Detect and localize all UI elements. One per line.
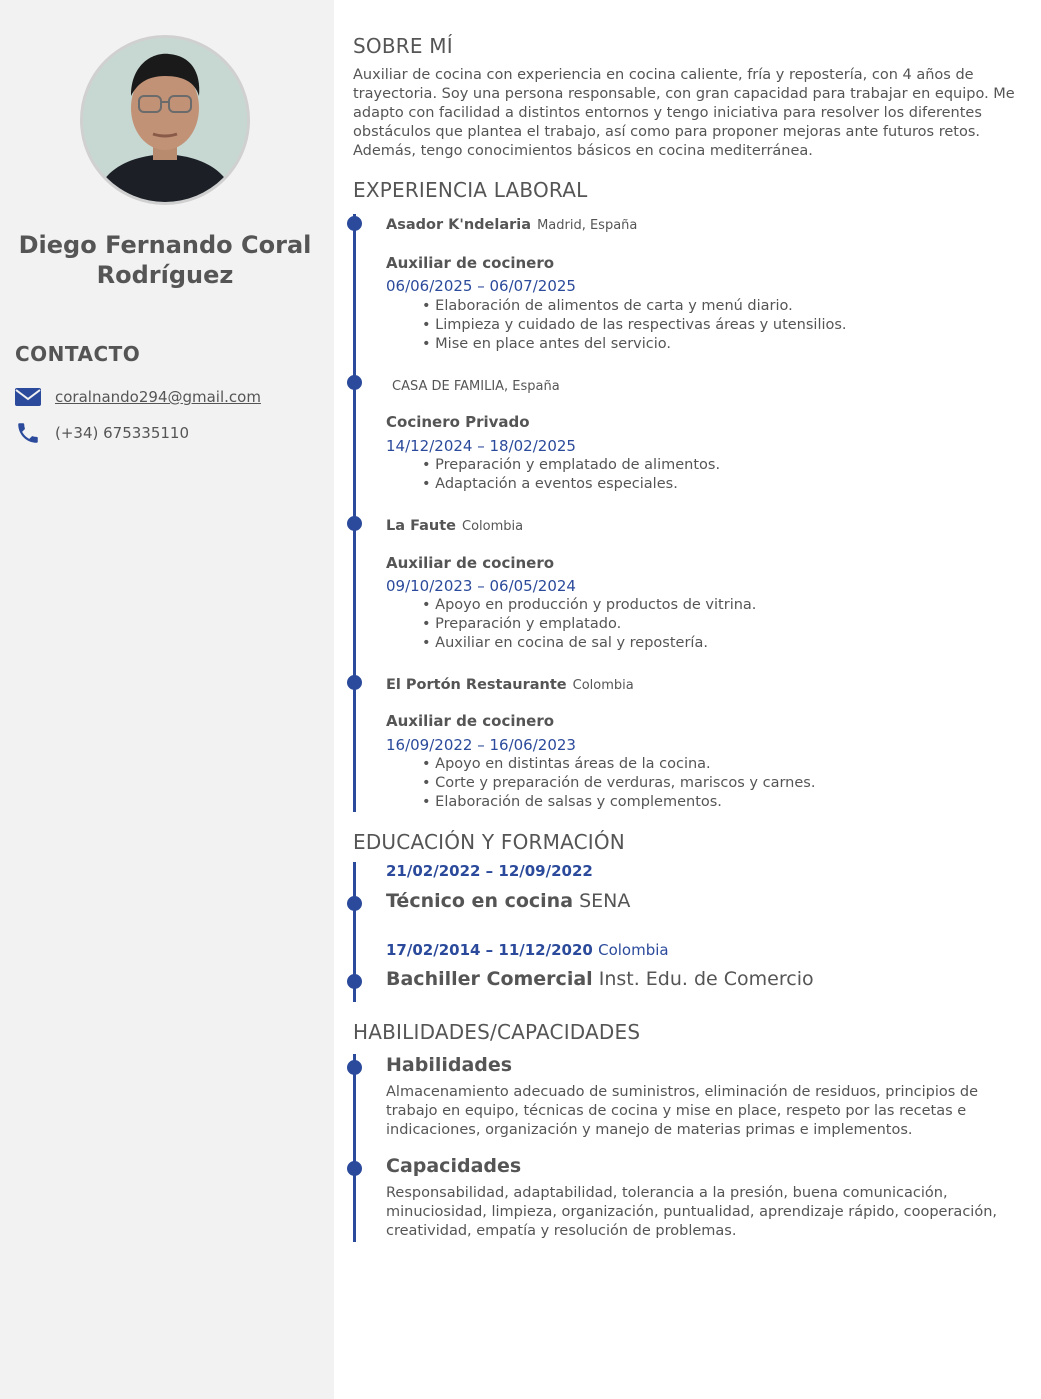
experience-timeline-line bbox=[353, 214, 356, 812]
timeline-dot bbox=[347, 896, 362, 911]
contact-phone-row bbox=[15, 422, 189, 444]
phone-number: (+34) 675335110 bbox=[55, 424, 190, 442]
job-role: Auxiliar de cocinero bbox=[386, 554, 555, 572]
job-dates: 06/06/2025 – 06/07/2025 bbox=[386, 277, 576, 295]
edu-location: Colombia bbox=[598, 941, 669, 959]
edu-entry bbox=[386, 890, 630, 912]
edu-dates bbox=[386, 941, 669, 959]
about-heading: SOBRE MÍ bbox=[353, 34, 453, 58]
job-company: El Portón Restaurante bbox=[386, 677, 567, 693]
list-item: • Limpieza y cuidado de las respectivas áreas y utensilios. bbox=[422, 316, 847, 335]
job-header bbox=[386, 214, 637, 233]
capacidades-heading: Capacidades bbox=[386, 1155, 522, 1177]
list-item: • Corte y preparación de verduras, mariscos y carnes. bbox=[422, 774, 815, 793]
timeline-dot bbox=[347, 1060, 362, 1075]
job-role: Auxiliar de cocinero bbox=[386, 254, 555, 272]
list-item: • Auxiliar en cocina de sal y repostería. bbox=[422, 634, 756, 653]
envelope-icon bbox=[15, 386, 41, 408]
edu-entry bbox=[386, 968, 814, 990]
experience-heading: EXPERIENCIA LABORAL bbox=[353, 178, 588, 202]
list-item: • Elaboración de alimentos de carta y menú diario. bbox=[422, 297, 847, 316]
job-location: CASA DE FAMILIA, España bbox=[392, 379, 560, 394]
job-bullets bbox=[422, 596, 756, 653]
edu-school: SENA bbox=[579, 890, 631, 912]
job-role: Cocinero Privado bbox=[386, 413, 530, 431]
job-dates: 09/10/2023 – 06/05/2024 bbox=[386, 577, 576, 595]
profile-name bbox=[0, 230, 330, 290]
timeline-dot bbox=[347, 216, 362, 231]
habilidades-text: Almacenamiento adecuado de suministros, eliminación de residuos, principios de trabajo en equipo, técnicas de cocina y mise en place, respeto por las recetas e indicaciones, organización y manejo de materias primas e implementos. bbox=[386, 1084, 979, 1138]
list-item: • Preparación y emplatado de alimentos. bbox=[422, 456, 720, 475]
sidebar bbox=[0, 0, 334, 1399]
timeline-dot bbox=[347, 516, 362, 531]
list-item: • Apoyo en producción y productos de vitrina. bbox=[422, 596, 756, 615]
job-bullets bbox=[422, 297, 847, 354]
edu-school: Inst. Edu. de Comercio bbox=[598, 968, 814, 990]
job-location: Colombia bbox=[462, 519, 524, 534]
phone-icon bbox=[15, 422, 41, 444]
job-dates: 14/12/2024 – 18/02/2025 bbox=[386, 437, 576, 455]
job-header bbox=[386, 375, 560, 394]
job-company: La Faute bbox=[386, 518, 457, 534]
email-link[interactable]: coralnando294@gmail.com bbox=[55, 388, 261, 406]
edu-dates bbox=[386, 862, 593, 880]
job-header bbox=[386, 515, 523, 534]
list-item: • Mise en place antes del servicio. bbox=[422, 335, 847, 354]
timeline-dot bbox=[347, 375, 362, 390]
timeline-dot bbox=[347, 1161, 362, 1176]
skills-heading: HABILIDADES/CAPACIDADES bbox=[353, 1020, 641, 1044]
job-header bbox=[386, 674, 634, 693]
contact-heading: CONTACTO bbox=[15, 342, 141, 366]
about-text: Auxiliar de cocina con experiencia en cocina caliente, fría y repostería, con 4 años de trayectoria. Soy una persona responsable, con gran capacidad para trabajar en equipo. Me adapto con facilidad a distintos entornos y tengo iniciativa para resolver los diferentes obstáculos que plantea el trabajo, así como para proponer mejoras ante futuros retos. Además, tengo conocimientos básicos en cocina mediterránea. bbox=[353, 67, 1015, 159]
job-location: Madrid, España bbox=[537, 218, 638, 233]
timeline-dot bbox=[347, 974, 362, 989]
skills-timeline-line bbox=[353, 1054, 356, 1242]
list-item: • Elaboración de salsas y complementos. bbox=[422, 793, 815, 812]
timeline-dot bbox=[347, 675, 362, 690]
list-item: • Apoyo en distintas áreas de la cocina. bbox=[422, 755, 815, 774]
job-bullets bbox=[422, 456, 720, 494]
job-dates: 16/09/2022 – 16/06/2023 bbox=[386, 736, 576, 754]
avatar bbox=[80, 35, 250, 205]
capacidades-text: Responsabilidad, adaptabilidad, tolerancia a la presión, buena comunicación, minuciosidad, limpieza, organización, puntualidad, aprendizaje rápido, cooperación, creatividad, empatía y resolución de problemas. bbox=[386, 1185, 997, 1239]
name-line-2: Rodríguez bbox=[96, 261, 234, 289]
contact-email-row bbox=[15, 386, 261, 408]
edu-degree: Técnico en cocina bbox=[386, 890, 574, 912]
edu-degree: Bachiller Comercial bbox=[386, 968, 593, 990]
job-role: Auxiliar de cocinero bbox=[386, 712, 555, 730]
name-line-1: Diego Fernando Coral bbox=[18, 231, 312, 259]
job-company: Asador K'ndelaria bbox=[386, 217, 532, 233]
list-item: • Preparación y emplatado. bbox=[422, 615, 756, 634]
habilidades-heading: Habilidades bbox=[386, 1054, 513, 1076]
edu-date-range: 21/02/2022 – 12/09/2022 bbox=[386, 862, 593, 880]
edu-date-range: 17/02/2014 – 11/12/2020 bbox=[386, 941, 593, 959]
education-heading: EDUCACIÓN Y FORMACIÓN bbox=[353, 830, 625, 854]
list-item: • Adaptación a eventos especiales. bbox=[422, 475, 720, 494]
job-bullets bbox=[422, 755, 815, 812]
job-location: Colombia bbox=[572, 678, 634, 693]
